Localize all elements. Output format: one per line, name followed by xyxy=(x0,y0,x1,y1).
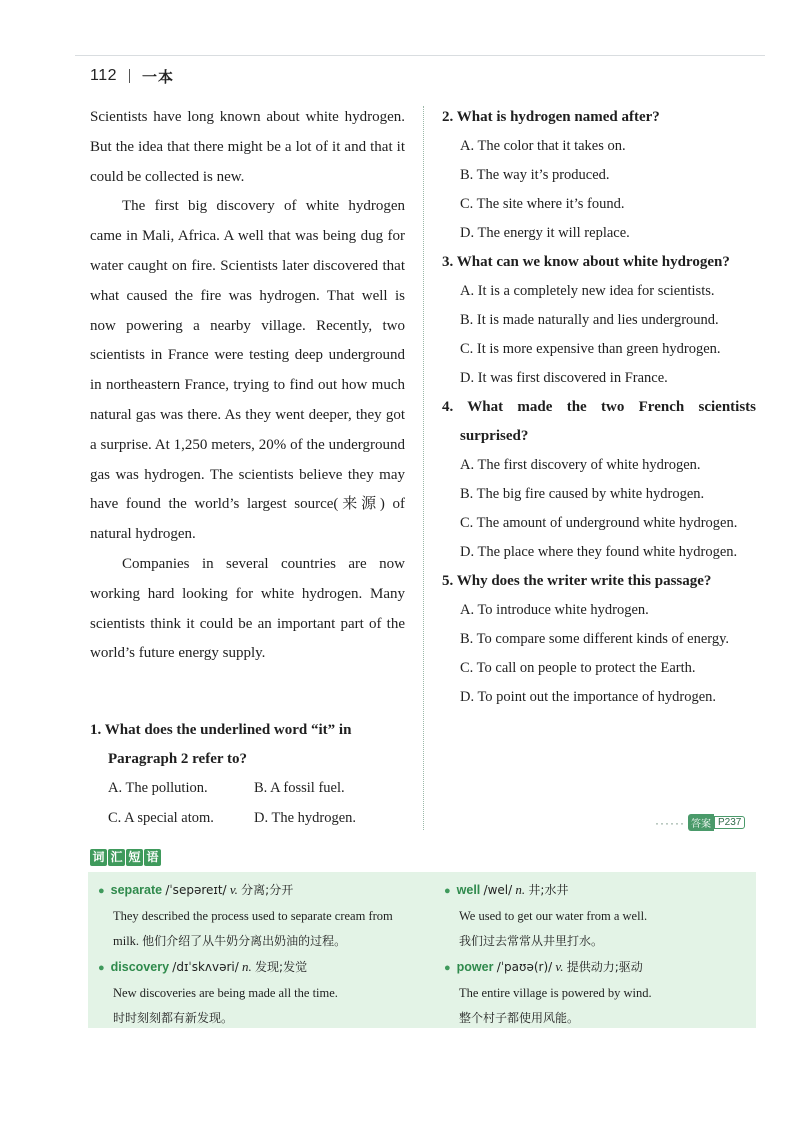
vocab-word: separate xyxy=(110,883,163,897)
vocab-phonetic: /dɪˈskʌvəri/ xyxy=(172,960,239,974)
page-header xyxy=(90,64,174,88)
option-row xyxy=(90,774,406,804)
reading-passage xyxy=(90,103,405,669)
vocab-phonetic: /ˈsepəreɪt/ xyxy=(165,883,227,897)
option-c[interactable]: C. The site where it’s found. xyxy=(460,196,625,212)
vocab-entry-discovery xyxy=(98,954,418,1031)
option-d[interactable]: D. To point out the importance of hydrogen. xyxy=(460,689,717,705)
vocab-translation: 时时刻刻都有新发现。 xyxy=(113,1011,234,1025)
vocab-title-char: 短 xyxy=(126,849,143,866)
option-b[interactable]: B. A fossil fuel. xyxy=(254,780,345,796)
vocab-title-char: 汇 xyxy=(108,849,125,866)
option-d[interactable]: D. The hydrogen. xyxy=(254,809,357,826)
vocab-entry-separate xyxy=(98,877,418,954)
vocab-pos: v. xyxy=(229,882,238,897)
vocab-translation: 整个村子都使用风能。 xyxy=(459,1011,580,1025)
option-a[interactable]: A. To introduce white hydrogen. xyxy=(460,602,649,618)
vocab-translation: 我们过去常常从井里打水。 xyxy=(459,934,604,948)
option-d[interactable]: D. The place where they found white hydrogen. xyxy=(460,544,738,560)
option-a[interactable]: A. The color that it takes on. xyxy=(460,138,626,154)
page-number: 112 xyxy=(90,67,118,84)
leader-dots: ······ xyxy=(655,815,685,830)
option-a[interactable]: A. The first discovery of white hydrogen. xyxy=(460,457,701,473)
vocab-word: power xyxy=(456,960,494,974)
bullet-icon: ● xyxy=(444,962,451,974)
question-stem: 1. What does the underlined word “it” in Paragraph 2 refer to? xyxy=(90,722,352,767)
vocab-example: The entire village is powered by wind. xyxy=(459,986,652,1000)
passage-paragraph-1: Scientists have long known about white hydrogen. But the idea that there might be a lot of it and that it could be collected is new. xyxy=(90,109,405,185)
question-1 xyxy=(90,716,406,833)
vocab-meaning: 井;水井 xyxy=(528,883,569,897)
question-4 xyxy=(442,393,756,567)
bullet-icon: ● xyxy=(444,885,451,897)
question-stem: 2. What is hydrogen named after? xyxy=(442,109,660,125)
question-2 xyxy=(442,103,756,248)
answer-page: P237 xyxy=(714,816,745,829)
vocab-example: We used to get our water from a well. xyxy=(459,909,648,923)
option-a[interactable]: A. The pollution. xyxy=(108,780,208,796)
option-a[interactable]: A. It is a completely new idea for scientists. xyxy=(460,283,715,299)
vocab-title-char: 语 xyxy=(144,849,161,866)
option-row xyxy=(90,804,406,834)
vocab-example: They described the process used to separate cream from milk. xyxy=(113,909,393,948)
option-d[interactable]: D. The energy it will replace. xyxy=(460,225,630,241)
question-stem: 4. What made the two French scientists surprised? xyxy=(442,399,756,444)
vocab-translation: 他们介绍了从牛奶分离出奶油的过程。 xyxy=(142,934,347,948)
header-rule xyxy=(75,55,765,56)
vocab-word: discovery xyxy=(110,960,170,974)
option-b[interactable]: B. It is made naturally and lies underground. xyxy=(460,312,719,328)
vocab-column-right xyxy=(444,877,744,1031)
vocab-entry-power xyxy=(444,954,744,1031)
option-c[interactable]: C. It is more expensive than green hydrogen. xyxy=(460,341,721,357)
vocab-meaning: 发现;发觉 xyxy=(255,960,308,974)
option-c[interactable]: C. A special atom. xyxy=(108,809,214,826)
header-separator xyxy=(129,69,130,83)
bullet-icon: ● xyxy=(98,962,105,974)
vocab-title-char: 词 xyxy=(90,849,107,866)
question-3 xyxy=(442,248,756,393)
vocab-pos: v. xyxy=(555,959,564,974)
option-b[interactable]: B. To compare some different kinds of energy. xyxy=(460,631,730,647)
vocab-word: well xyxy=(456,883,481,897)
vocab-meaning: 提供动力;驱动 xyxy=(566,960,643,974)
vocab-pos: n. xyxy=(515,882,526,897)
vocab-phonetic: /wel/ xyxy=(483,883,513,897)
answer-label: 答案 xyxy=(688,814,714,831)
question-5 xyxy=(442,567,756,712)
option-c[interactable]: C. To call on people to protect the Earth. xyxy=(460,660,696,676)
question-stem: 5. Why does the writer write this passage? xyxy=(442,573,712,589)
vocab-meaning: 分离;分开 xyxy=(241,883,294,897)
bullet-icon: ● xyxy=(98,885,105,897)
vocab-example: New discoveries are being made all the time. xyxy=(113,986,338,1000)
vocab-pos: n. xyxy=(242,959,252,974)
vocab-column-left xyxy=(98,877,418,1031)
column-divider xyxy=(423,106,424,830)
passage-paragraph-2: The first big discovery of white hydrogen came in Mali, Africa. A well that was being dug for water caught on fire. Scientists later discovered that what caused the fire was hydrogen. That well is now powering a nearby village. Recently, two scientists in France were testing deep underground in northeastern France, trying to find out how much natural gas was there. As they went deeper, they got a surprise. At 1,250 meters, 20% of the underground gas was hydrogen. The scientists believe they may have found the world’s largest source(来源) of natural hydrogen. xyxy=(90,198,405,543)
option-d[interactable]: D. It was first discovered in France. xyxy=(460,370,668,386)
questions-column xyxy=(442,103,756,712)
option-b[interactable]: B. The big fire caused by white hydrogen. xyxy=(460,486,705,502)
passage-paragraph-3: Companies in several countries are now working hard looking for white hydrogen. Many scientists think it could be an important part of the world’s future energy supply. xyxy=(90,555,405,662)
option-c[interactable]: C. The amount of underground white hydrogen. xyxy=(460,515,738,531)
option-b[interactable]: B. The way it’s produced. xyxy=(460,167,610,183)
question-stem: 3. What can we know about white hydrogen? xyxy=(442,254,730,270)
brand-logo: 一本 xyxy=(142,67,175,86)
answer-reference[interactable] xyxy=(655,814,745,831)
vocab-entry-well xyxy=(444,877,744,954)
vocab-phonetic: /ˈpaʊə(r)/ xyxy=(496,960,553,974)
vocab-section-title xyxy=(90,849,162,866)
